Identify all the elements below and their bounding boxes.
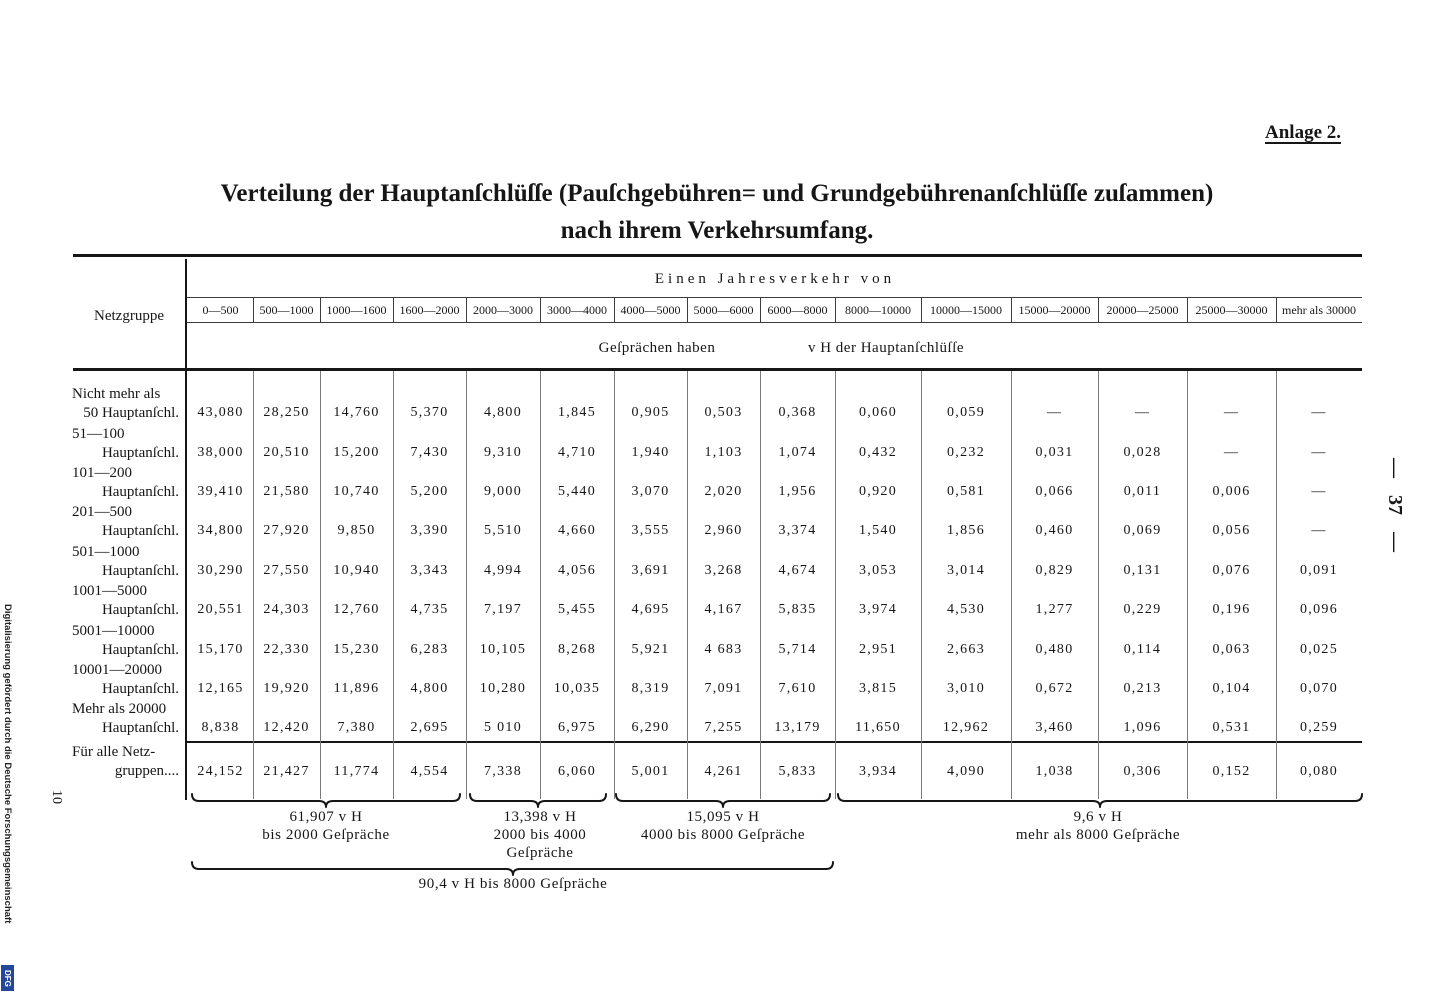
summary-value: 13,398 v H: [503, 809, 577, 825]
table-cell: 20,551: [197, 602, 244, 617]
table-cell: 19,920: [263, 681, 310, 696]
total-cell: 6,060: [558, 764, 596, 779]
table-cell: 0,905: [631, 405, 670, 420]
table-cell: 7,380: [337, 720, 376, 735]
table-cell: 5 010: [484, 720, 522, 735]
table-cell: 10,940: [333, 563, 380, 578]
table-cell: 0,059: [947, 405, 985, 420]
table-cell: 2,663: [947, 642, 985, 657]
row-label-line: Nicht mehr als: [72, 386, 161, 402]
table-cell: 15,170: [197, 642, 244, 657]
total-cell: 5,833: [778, 764, 817, 779]
table-cell: 0,031: [1035, 445, 1074, 460]
summary-value: 15,095 v H: [686, 809, 760, 825]
total-cell: 1,038: [1035, 764, 1074, 779]
table-cell: 9,000: [484, 484, 522, 499]
table-cell: 1,845: [558, 405, 596, 420]
column-header: 5000—6000: [693, 303, 754, 317]
table-cell: 5,200: [410, 484, 449, 499]
table-cell: 3,974: [859, 602, 897, 617]
row-label-line: 51—100: [72, 426, 125, 442]
table-cell: 4,710: [558, 445, 596, 460]
table-cell: 4,800: [410, 681, 449, 696]
table-cell: 7,091: [704, 681, 743, 696]
table-cell: 7,197: [484, 602, 522, 617]
column-header: 1000—1600: [326, 303, 387, 317]
table-cell: 20,510: [263, 445, 310, 460]
row-label-line: 201—500: [72, 504, 132, 520]
row-header-divider: [185, 259, 187, 800]
table-cell: 4 683: [704, 642, 743, 657]
table-cell: 0,114: [1123, 642, 1162, 657]
table-cell: —: [1223, 405, 1240, 420]
table-cell: 12,165: [197, 681, 244, 696]
table-cell: 4,735: [410, 602, 449, 617]
table-cell: 0,259: [1300, 720, 1338, 735]
table-cell: 3,014: [947, 563, 985, 578]
summary-up-to-8000: 90,4 v H bis 8000 Geſpräche: [418, 876, 608, 892]
table-cell: 5,455: [558, 602, 596, 617]
table-cell: 7,430: [410, 445, 449, 460]
table-cell: 0,104: [1212, 681, 1251, 696]
total-cell: 11,774: [333, 764, 380, 779]
table-cell: 0,006: [1212, 484, 1251, 499]
table-cell: 0,196: [1212, 602, 1251, 617]
table-cell: —: [1311, 523, 1327, 538]
table-cell: 0,025: [1300, 642, 1338, 657]
table-cell: 27,550: [263, 563, 310, 578]
column-header: 2000—3000: [473, 303, 533, 317]
side-page-number: 10: [49, 790, 64, 804]
table-cell: 10,105: [479, 642, 527, 657]
column-header: 25000—30000: [1195, 303, 1268, 317]
table-cell: 0,460: [1035, 523, 1074, 538]
table-top-rule: [73, 254, 1362, 257]
row-label-line: 50 Hauptanſchl.: [83, 405, 179, 421]
row-label-line: Hauptanſchl.: [101, 445, 179, 461]
table-cell: —: [1311, 484, 1327, 499]
total-cell: 3,934: [859, 764, 897, 779]
title-line-2: nach ihrem Verkehrsumfang.: [560, 217, 874, 244]
table-cell: 8,268: [558, 642, 596, 657]
table-cell: 6,283: [410, 642, 449, 657]
table-cell: —: [1311, 405, 1327, 420]
total-cell: 24,152: [197, 764, 244, 779]
table-cell: 3,390: [410, 523, 449, 538]
brace-up-to-2000: [192, 794, 460, 807]
column-header: 6000—8000: [767, 303, 828, 317]
row-label-line: Hauptanſchl.: [101, 642, 179, 658]
table-cell: 3,374: [778, 523, 817, 538]
table-cell: 28,250: [263, 405, 310, 420]
title-line-1: Verteilung der Hauptanſchlüſſe (Pauſchgebühren= und Grundgebührenanſchlüſſe zuſammen): [220, 180, 1214, 207]
table-cell: 10,740: [333, 484, 380, 499]
table-cell: 0,066: [1035, 484, 1074, 499]
summary-value: 9,6 v H: [1073, 809, 1123, 825]
table-cell: —: [1134, 405, 1151, 420]
column-header: 500—1000: [259, 303, 314, 317]
column-header-rule: [187, 322, 1362, 323]
total-cell: 0,080: [1300, 764, 1338, 779]
table-cell: 11,896: [333, 681, 380, 696]
column-spanner-subheading-left: Geſprächen haben: [598, 340, 716, 356]
summary-up-to-2000: [262, 808, 389, 844]
summary-text: Geſpräche: [506, 845, 574, 861]
total-cell: 5,001: [631, 764, 670, 779]
table-cell: 21,580: [263, 484, 310, 499]
row-label-line: 101—200: [72, 465, 132, 481]
table-cell: 7,255: [704, 720, 743, 735]
dfg-logo-icon: DFG: [1, 965, 14, 991]
table-cell: 3,460: [1035, 720, 1074, 735]
summary-value: 61,907 v H: [289, 809, 363, 825]
table-cell: 10,035: [553, 681, 601, 696]
header-bottom-rule: [73, 368, 1362, 371]
table-cell: 0,096: [1300, 602, 1338, 617]
table-cell: 3,010: [947, 681, 985, 696]
row-label-line: 10001—20000: [72, 662, 162, 678]
table-cell: 0,076: [1212, 563, 1251, 578]
brace-2000-4000: [470, 794, 606, 807]
table-cell: 2,020: [704, 484, 743, 499]
row-label-line: 1001—5000: [72, 583, 147, 599]
table-cell: 1,940: [631, 445, 670, 460]
table-cell: —: [1046, 405, 1063, 420]
total-cell: 21,427: [263, 764, 310, 779]
table-cell: 3,555: [631, 523, 670, 538]
table-cell: —: [1311, 445, 1327, 460]
table-cell: 4,167: [704, 602, 743, 617]
table-cell: 43,080: [197, 405, 244, 420]
table-cell: 11,650: [855, 720, 901, 735]
table-cell: 0,213: [1123, 681, 1162, 696]
column-header: 8000—10000: [845, 303, 911, 317]
table-cell: 4,674: [778, 563, 817, 578]
table-cell: 1,103: [704, 445, 743, 460]
summary-text: bis 2000 Geſpräche: [262, 827, 390, 843]
row-header: Netzgruppe: [94, 308, 164, 324]
row-label-line: Hauptanſchl.: [101, 484, 179, 500]
table-cell: 9,850: [337, 523, 376, 538]
table-cell: 0,229: [1123, 602, 1162, 617]
table-cell: 8,838: [201, 720, 240, 735]
table-cell: 12,420: [263, 720, 310, 735]
table-cell: 3,343: [410, 563, 449, 578]
table-cell: 0,011: [1123, 484, 1162, 499]
table-cell: 4,660: [558, 523, 596, 538]
summary-over-8000: [1016, 808, 1180, 844]
table-cell: 3,815: [859, 681, 897, 696]
column-spanner-subheading-right: v H der Hauptanſchlüſſe: [807, 340, 965, 356]
page-number: — 37 —: [1384, 458, 1406, 552]
summary-2000-4000: [494, 808, 587, 862]
table-cell: 0,028: [1123, 445, 1162, 460]
table-cell: 27,920: [263, 523, 310, 538]
table-cell: 34,800: [197, 523, 244, 538]
table-cell: 2,960: [704, 523, 743, 538]
table-cell: 0,063: [1212, 642, 1251, 657]
table-cell: 5,835: [778, 602, 817, 617]
column-header: 0—500: [202, 303, 239, 317]
brace-over-8000: [838, 794, 1362, 807]
table-cell: 15,200: [333, 445, 380, 460]
table-cell: 5,921: [631, 642, 670, 657]
table-cell: 0,069: [1123, 523, 1162, 538]
table-cell: 1,277: [1035, 602, 1074, 617]
table-cell: 0,503: [704, 405, 743, 420]
table-cell: 0,070: [1300, 681, 1338, 696]
row-label-line: Mehr als 20000: [72, 701, 167, 717]
page-title: [0, 175, 1434, 249]
table-cell: 13,179: [774, 720, 821, 735]
table-cell: 5,440: [558, 484, 596, 499]
summary-text: 4000 bis 8000 Geſpräche: [640, 827, 806, 843]
table-cell: 14,760: [333, 405, 380, 420]
column-header: mehr als 30000: [1282, 303, 1356, 317]
table-cell: —: [1223, 445, 1240, 460]
table-cell: 3,268: [704, 563, 743, 578]
table-cell: 5,370: [410, 405, 449, 420]
table-cell: 9,310: [484, 445, 522, 460]
table-cell: 38,000: [197, 445, 244, 460]
table-cell: 4,695: [631, 602, 670, 617]
row-label-line: Hauptanſchl.: [101, 523, 179, 539]
table-cell: 0,920: [859, 484, 897, 499]
table-cell: 5,714: [778, 642, 817, 657]
total-cell: 0,306: [1123, 764, 1162, 779]
table-cell: 4,530: [947, 602, 985, 617]
table-cell: 12,760: [333, 602, 380, 617]
table-cell: 3,053: [859, 563, 897, 578]
table-cell: 0,531: [1212, 720, 1251, 735]
table-cell: 1,540: [859, 523, 897, 538]
row-label-line: Hauptanſchl.: [101, 563, 179, 579]
column-spanner-heading: Einen Jahresverkehr von: [654, 271, 896, 287]
table-cell: 8,319: [631, 681, 670, 696]
table-cell: 4,800: [484, 405, 522, 420]
table-cell: 0,672: [1035, 681, 1074, 696]
column-header: 3000—4000: [547, 303, 607, 317]
brace-4000-8000: [616, 794, 830, 807]
table-cell: 39,410: [197, 484, 244, 499]
row-label-line: Hauptanſchl.: [101, 681, 179, 697]
table-cell: 2,951: [859, 642, 897, 657]
table-cell: 3,691: [631, 563, 670, 578]
table-cell: 4,994: [484, 563, 522, 578]
table-cell: 1,096: [1123, 720, 1162, 735]
table-cell: 12,962: [942, 720, 990, 735]
funding-note: Digitalisierung gefördert durch die Deutsche Forschungsgemeinschaft: [2, 604, 13, 924]
total-label-line: Für alle Netz-: [72, 744, 156, 760]
table-cell: 30,290: [197, 563, 244, 578]
table-cell: 0,056: [1212, 523, 1251, 538]
table-cell: 7,610: [778, 681, 817, 696]
row-label-line: Hauptanſchl.: [101, 602, 179, 618]
table-cell: 0,060: [859, 405, 897, 420]
table-cell: 0,432: [859, 445, 897, 460]
column-header: 4000—5000: [620, 303, 681, 317]
column-header: 1600—2000: [399, 303, 460, 317]
row-label-line: Hauptanſchl.: [101, 720, 179, 736]
total-cell: 7,338: [484, 764, 522, 779]
appendix-label: Anlage 2.: [1265, 122, 1341, 143]
table-cell: 0,368: [778, 405, 817, 420]
table-cell: 1,074: [778, 445, 817, 460]
brace-up-to-8000: [192, 862, 833, 875]
row-label-line: 501—1000: [72, 544, 140, 560]
table-cell: 1,956: [778, 484, 817, 499]
summary-text: mehr als 8000 Geſpräche: [1015, 827, 1181, 843]
total-cell: 4,554: [410, 764, 449, 779]
total-label-line: gruppen....: [114, 763, 179, 779]
table-cell: 0,232: [947, 445, 985, 460]
table-cell: 2,695: [410, 720, 449, 735]
table-cell: 0,131: [1123, 563, 1162, 578]
table-cell: 5,510: [484, 523, 522, 538]
table-cell: 0,091: [1300, 563, 1338, 578]
spanner-rule: [187, 297, 1362, 298]
total-cell: 0,152: [1212, 764, 1251, 779]
table-cell: 6,290: [631, 720, 670, 735]
table-cell: 1,856: [947, 523, 985, 538]
table-cell: 3,070: [631, 484, 670, 499]
table-cell: 0,480: [1035, 642, 1074, 657]
row-label-line: 5001—10000: [72, 623, 155, 639]
table-cell: 0,829: [1035, 563, 1074, 578]
summary-4000-8000: [641, 808, 805, 844]
table-cell: 6,975: [558, 720, 596, 735]
table-cell: 22,330: [263, 642, 310, 657]
column-header: 10000—15000: [930, 303, 1002, 317]
total-rule: [187, 741, 1362, 743]
table-cell: 24,303: [263, 602, 310, 617]
total-cell: 4,090: [947, 764, 985, 779]
column-header: 15000—20000: [1018, 303, 1091, 317]
table-cell: 15,230: [333, 642, 380, 657]
column-header: 20000—25000: [1106, 303, 1179, 317]
table-cell: 0,581: [947, 484, 985, 499]
total-cell: 4,261: [704, 764, 743, 779]
table-cell: 4,056: [558, 563, 596, 578]
summary-text: 2000 bis 4000: [493, 827, 587, 843]
table-cell: 10,280: [479, 681, 527, 696]
